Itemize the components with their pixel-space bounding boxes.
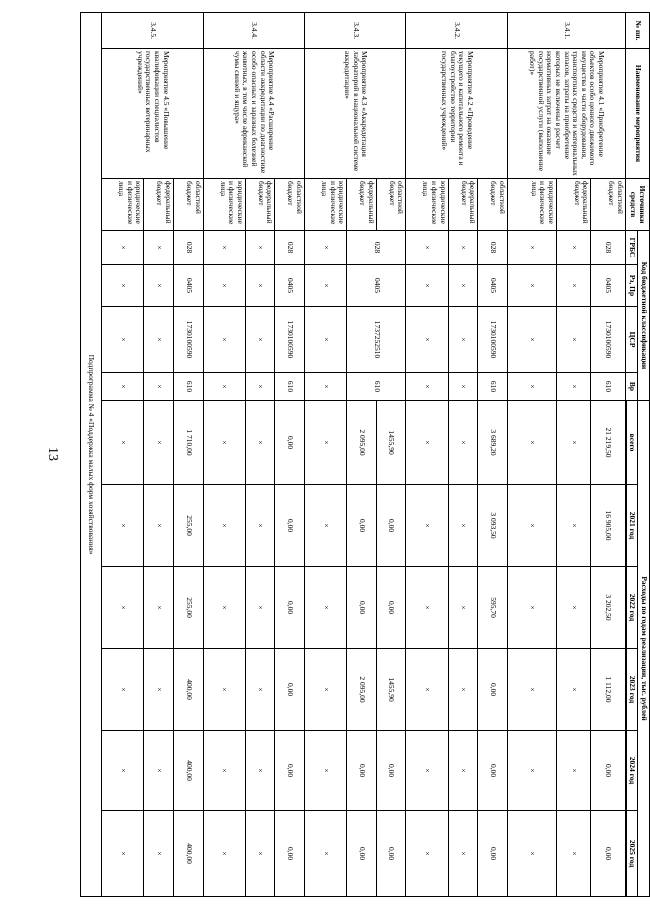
page-number: 13 <box>45 447 60 461</box>
cell-total: 2 095,00 <box>347 401 377 485</box>
cell-csr: × <box>507 307 556 373</box>
cell-y2023: × <box>406 649 448 731</box>
funding-source: федеральный бюджет <box>448 179 478 231</box>
cell-grbs: × <box>448 231 478 265</box>
funding-source: федеральный бюджет <box>245 179 275 231</box>
cell-y2024: × <box>245 731 275 811</box>
cell-total: × <box>245 401 275 485</box>
cell-vr: 610 <box>478 373 508 401</box>
cell-y2024: × <box>556 731 590 811</box>
cell-y2024: 0,00 <box>478 731 508 811</box>
cell-y2023: 1455,90 <box>376 649 406 731</box>
cell-grbs: 028 <box>275 231 305 265</box>
cell-csr: × <box>245 307 275 373</box>
cell-y2022: 0,00 <box>347 567 377 649</box>
cell-rzpr: 0405 <box>275 265 305 307</box>
row-number: 3.4.2. <box>406 13 507 49</box>
cell-grbs: 028 <box>173 231 203 265</box>
cell-y2025: × <box>102 811 144 897</box>
cell-total: × <box>144 401 174 485</box>
cell-y2024: × <box>406 731 448 811</box>
cell-y2023: 400,00 <box>173 649 203 731</box>
table-row <box>478 13 508 897</box>
cell-total: 1 710,00 <box>173 401 203 485</box>
cell-y2025: 0,00 <box>275 811 305 897</box>
cell-y2021: 0,00 <box>275 485 305 567</box>
cell-y2025: × <box>144 811 174 897</box>
header-2025: 2025 год <box>626 811 638 897</box>
header-2024: 2024 год <box>626 731 638 811</box>
cell-y2025: 400,00 <box>173 811 203 897</box>
cell-rzpr: × <box>102 265 144 307</box>
cell-y2021: × <box>448 485 478 567</box>
cell-y2022: × <box>203 567 245 649</box>
funding-source: юридические и физические лица <box>304 179 346 231</box>
cell-y2021: × <box>304 485 346 567</box>
cell-y2022: × <box>556 567 590 649</box>
cell-y2025: × <box>245 811 275 897</box>
cell-csr: × <box>102 307 144 373</box>
cell-y2025: × <box>406 811 448 897</box>
cell-y2025: × <box>448 811 478 897</box>
cell-y2023: × <box>556 649 590 731</box>
cell-y2023: × <box>304 649 346 731</box>
cell-csr: 1737252510 <box>347 307 406 373</box>
cell-grbs: 028 <box>478 231 508 265</box>
cell-rzpr: 0405 <box>478 265 508 307</box>
cell-vr: × <box>144 373 174 401</box>
cell-total: × <box>406 401 448 485</box>
cell-vr: × <box>507 373 556 401</box>
cell-y2021: × <box>556 485 590 567</box>
funding-source: федеральный бюджет <box>144 179 174 231</box>
cell-y2022: 3 202,50 <box>591 567 625 649</box>
cell-rzpr: × <box>556 265 590 307</box>
cell-y2025: × <box>556 811 590 897</box>
funding-source: юридические и физические лица <box>406 179 448 231</box>
cell-rzpr: 0405 <box>173 265 203 307</box>
cell-vr: × <box>102 373 144 401</box>
cell-y2021: 255,00 <box>173 485 203 567</box>
cell-total: 21 219,50 <box>591 401 625 485</box>
header-2022: 2022 год <box>626 567 638 649</box>
funding-source: областной бюджет <box>591 179 625 231</box>
cell-y2021: 3 093,50 <box>478 485 508 567</box>
cell-grbs: × <box>507 231 556 265</box>
cell-total: × <box>102 401 144 485</box>
cell-y2022: × <box>406 567 448 649</box>
table-row <box>376 13 406 897</box>
header-2021: 2021 год <box>626 485 638 567</box>
cell-total: × <box>304 401 346 485</box>
cell-y2025: 0,00 <box>591 811 625 897</box>
cell-rzpr: 0405 <box>591 265 625 307</box>
subprogram-title: Подпрограмма № 4 «Поддержка малых форм хозяйствования» <box>81 13 102 897</box>
table-body <box>81 13 626 897</box>
row-number: 3.4.1. <box>507 13 625 49</box>
funding-source: областной бюджет <box>173 179 203 231</box>
cell-rzpr: × <box>144 265 174 307</box>
cell-y2022: × <box>507 567 556 649</box>
cell-total: 0,00 <box>275 401 305 485</box>
cell-total: 1455,90 <box>376 401 406 485</box>
cell-csr: 1730100590 <box>173 307 203 373</box>
header-row-1 <box>638 13 650 897</box>
cell-y2025: 0,00 <box>376 811 406 897</box>
cell-y2021: × <box>507 485 556 567</box>
funding-source: областной бюджет <box>275 179 305 231</box>
cell-y2024: × <box>507 731 556 811</box>
measure-name: Мероприятие 4.1 «Приобретение объектов особо ценного движимого имущества в части оборудования, транспортных средств и материальных запасов, затраты на приобретение которых не включены в расчет нормативных затрат на оказание государственной услуги (выполнение работ)» <box>507 49 625 179</box>
header-rzpr: Рз, Пр <box>625 265 638 307</box>
cell-y2024: × <box>304 731 346 811</box>
subprogram-row <box>81 13 102 897</box>
cell-y2025: 0,00 <box>478 811 508 897</box>
header-source: Источники средств <box>625 179 649 231</box>
cell-total: × <box>448 401 478 485</box>
cell-rzpr: × <box>406 265 448 307</box>
measure-name: Мероприятие 4.3 «Аккредитация лабораторий в национальной системе аккредитации» <box>304 49 405 179</box>
cell-y2024: 0,00 <box>275 731 305 811</box>
cell-grbs: × <box>203 231 245 265</box>
measure-name: Мероприятие 4.4 «Расширение области аккредитации по диагностике особо опасных и заразных болезней животных, в том числе африканской чумы свиней и ящура» <box>203 49 304 179</box>
cell-csr: × <box>406 307 448 373</box>
cell-vr: × <box>203 373 245 401</box>
cell-csr: 1730100590 <box>591 307 625 373</box>
cell-rzpr: 0405 <box>347 265 406 307</box>
header-name: Наименование мероприятия <box>625 49 649 179</box>
cell-y2023: 1 112,00 <box>591 649 625 731</box>
cell-vr: × <box>556 373 590 401</box>
cell-vr: 610 <box>591 373 625 401</box>
measure-name: Мероприятие 4.5 «Повышение квалификации специалистов государственных ветеринарных учреждений» <box>102 49 204 179</box>
cell-y2022: × <box>304 567 346 649</box>
funding-source: юридические и физические лица <box>507 179 556 231</box>
table-row <box>275 13 305 897</box>
cell-rzpr: × <box>245 265 275 307</box>
cell-y2021: × <box>406 485 448 567</box>
cell-csr: × <box>144 307 174 373</box>
cell-y2022: × <box>102 567 144 649</box>
cell-y2023: × <box>245 649 275 731</box>
cell-grbs: 028 <box>591 231 625 265</box>
cell-y2021: 0,00 <box>347 485 377 567</box>
cell-y2021: × <box>144 485 174 567</box>
cell-y2023: × <box>448 649 478 731</box>
cell-y2022: 255,00 <box>173 567 203 649</box>
cell-y2025: 0,00 <box>347 811 377 897</box>
cell-y2022: × <box>144 567 174 649</box>
rotated-page <box>80 12 650 896</box>
cell-y2024: × <box>448 731 478 811</box>
cell-total: × <box>203 401 245 485</box>
header-budget-code: Код бюджетной классификации <box>638 231 650 401</box>
cell-y2022: × <box>245 567 275 649</box>
cell-y2023: 2 095,00 <box>347 649 377 731</box>
funding-source: федеральный бюджет <box>347 179 377 231</box>
cell-y2022: 595,70 <box>478 567 508 649</box>
row-number: 3.4.5. <box>102 13 204 49</box>
cell-rzpr: × <box>448 265 478 307</box>
cell-total: 3 689,20 <box>478 401 508 485</box>
cell-vr: × <box>304 373 346 401</box>
cell-csr: × <box>203 307 245 373</box>
table-row <box>173 13 203 897</box>
cell-y2023: × <box>102 649 144 731</box>
cell-y2023: × <box>203 649 245 731</box>
cell-vr: 610 <box>173 373 203 401</box>
cell-grbs: × <box>304 231 346 265</box>
cell-vr: × <box>448 373 478 401</box>
header-grbs: ГРБС <box>625 231 638 265</box>
cell-grbs: × <box>406 231 448 265</box>
cell-grbs: × <box>245 231 275 265</box>
cell-y2021: × <box>245 485 275 567</box>
header-num: № пп. <box>625 13 649 49</box>
funding-source: юридические и физические лица <box>203 179 245 231</box>
cell-csr: 1730100590 <box>478 307 508 373</box>
cell-y2024: × <box>102 731 144 811</box>
cell-y2022: × <box>448 567 478 649</box>
cell-rzpr: × <box>203 265 245 307</box>
header-total: всего <box>626 401 638 485</box>
cell-rzpr: × <box>507 265 556 307</box>
cell-y2025: × <box>507 811 556 897</box>
cell-y2021: × <box>203 485 245 567</box>
measure-name: Мероприятие 4.2 «Проведение текущего и капитального ремонта и благоустройство территории государственных учреждений» <box>406 49 507 179</box>
cell-vr: × <box>245 373 275 401</box>
cell-grbs: 028 <box>347 231 406 265</box>
row-number: 3.4.3. <box>304 13 405 49</box>
funding-source: областной бюджет <box>478 179 508 231</box>
cell-y2021: × <box>102 485 144 567</box>
cell-rzpr: × <box>304 265 346 307</box>
cell-y2023: 0,00 <box>478 649 508 731</box>
cell-total: × <box>507 401 556 485</box>
header-vr: Вр <box>625 373 638 401</box>
funding-source: федеральный бюджет <box>556 179 590 231</box>
header-2023: 2023 год <box>626 649 638 731</box>
cell-y2022: 0,00 <box>376 567 406 649</box>
table-row <box>591 13 625 897</box>
cell-y2024: 0,00 <box>347 731 377 811</box>
header-expenses: Расходы по годам реализации, тыс. рублей <box>638 401 650 897</box>
cell-y2024: 400,00 <box>173 731 203 811</box>
cell-y2025: × <box>203 811 245 897</box>
cell-csr: 1730100590 <box>275 307 305 373</box>
cell-y2023: × <box>507 649 556 731</box>
cell-y2021: 16 905,00 <box>591 485 625 567</box>
cell-grbs: × <box>102 231 144 265</box>
cell-vr: × <box>406 373 448 401</box>
cell-csr: × <box>556 307 590 373</box>
cell-y2023: 0,00 <box>275 649 305 731</box>
cell-grbs: × <box>556 231 590 265</box>
cell-y2024: 0,00 <box>591 731 625 811</box>
cell-y2022: 0,00 <box>275 567 305 649</box>
cell-y2023: × <box>144 649 174 731</box>
cell-y2024: × <box>203 731 245 811</box>
funding-source: областной бюджет <box>376 179 406 231</box>
cell-y2021: 0,00 <box>376 485 406 567</box>
cell-csr: × <box>304 307 346 373</box>
cell-csr: × <box>448 307 478 373</box>
cell-grbs: × <box>144 231 174 265</box>
cell-y2024: 0,00 <box>376 731 406 811</box>
cell-y2025: × <box>304 811 346 897</box>
cell-total: × <box>556 401 590 485</box>
cell-y2024: × <box>144 731 174 811</box>
budget-table <box>80 12 650 897</box>
funding-source: юридические и физические лица <box>102 179 144 231</box>
header-csr: ЦСР <box>625 307 638 373</box>
row-number: 3.4.4. <box>203 13 304 49</box>
cell-vr: 610 <box>347 373 406 401</box>
cell-vr: 610 <box>275 373 305 401</box>
